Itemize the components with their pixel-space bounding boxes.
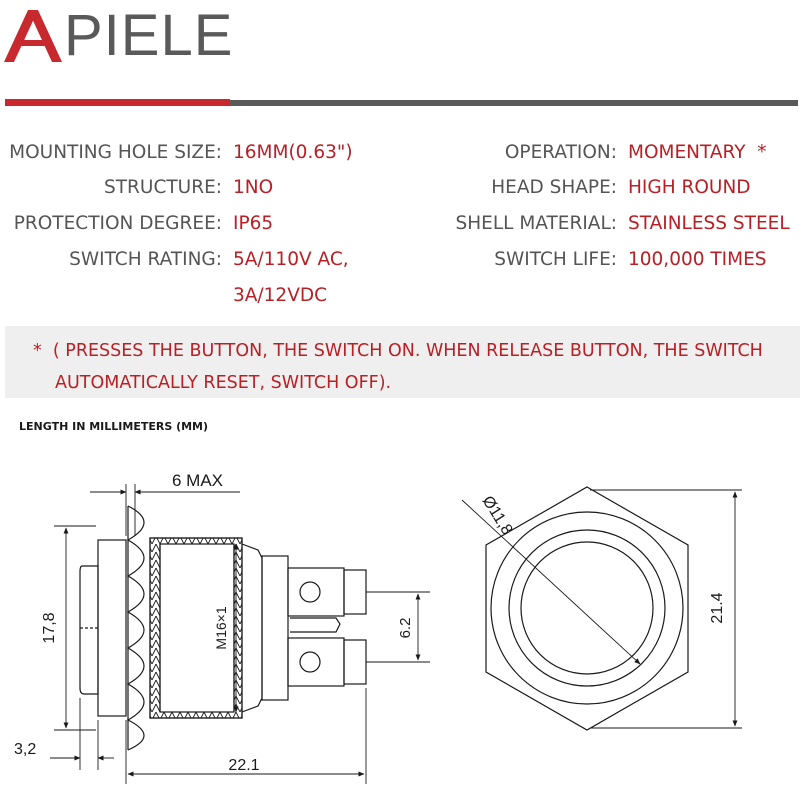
dim-length-label: 22.1 <box>228 757 260 774</box>
front-view <box>486 487 688 730</box>
spec-value-shell-material: STAINLESS STEEL <box>628 213 790 234</box>
spec-value-switch-rating-dc: 3A/12VDC <box>233 285 328 306</box>
dimension-drawing <box>0 440 800 800</box>
spec-label-structure: STRUCTURE: <box>104 177 222 198</box>
dim-hex-label: 21.4 <box>709 592 726 624</box>
brand-name: PIELE <box>64 3 234 68</box>
brand-logo-mark-icon <box>4 10 62 62</box>
spec-value-structure: 1NO <box>233 177 274 198</box>
spec-label-protection: PROTECTION DEGREE: <box>13 213 222 234</box>
dim-height-label: 17,8 <box>41 612 58 644</box>
spec-label-head-shape: HEAD SHAPE: <box>491 177 617 198</box>
spec-value-operation: MOMENTARY * <box>628 142 767 163</box>
dim-pin-spacing-label: 6.2 <box>397 617 414 639</box>
spec-value-protection: IP65 <box>233 213 274 234</box>
spec-value-mounting-hole: 16MM(0.63") <box>233 142 353 163</box>
spec-label-switch-life: SWITCH LIFE: <box>494 249 617 270</box>
operation-note-line1: * ( PRESSES THE BUTTON, THE SWITCH ON. WHEN RELEASE BUTTON, THE SWITCH <box>33 341 763 361</box>
dim-thread-label: M16×1 <box>213 606 229 650</box>
drawing-title: LENGTH IN MILLIMETERS (MM) <box>19 420 209 433</box>
header-rule-red <box>5 99 230 106</box>
header-rule-grey <box>230 100 798 106</box>
spec-label-operation: OPERATION: <box>504 142 617 163</box>
spec-value-switch-life: 100,000 TIMES <box>628 249 767 270</box>
spec-label-shell-material: SHELL MATERIAL: <box>455 213 617 234</box>
dim-bezel-label: 3,2 <box>14 741 37 758</box>
operation-note-line2: AUTOMATICALLY RESET, SWITCH OFF). <box>55 373 392 393</box>
dim-diameter-label: Ø11,8 <box>478 493 516 539</box>
spec-label-switch-rating: SWITCH RATING: <box>69 249 222 270</box>
spec-label-mounting-hole: MOUNTING HOLE SIZE: <box>9 142 222 163</box>
spec-value-switch-rating: 5A/110V AC, <box>233 249 349 270</box>
spec-value-head-shape: HIGH ROUND <box>628 177 751 198</box>
dim-max-width-label: 6 MAX <box>172 471 224 490</box>
